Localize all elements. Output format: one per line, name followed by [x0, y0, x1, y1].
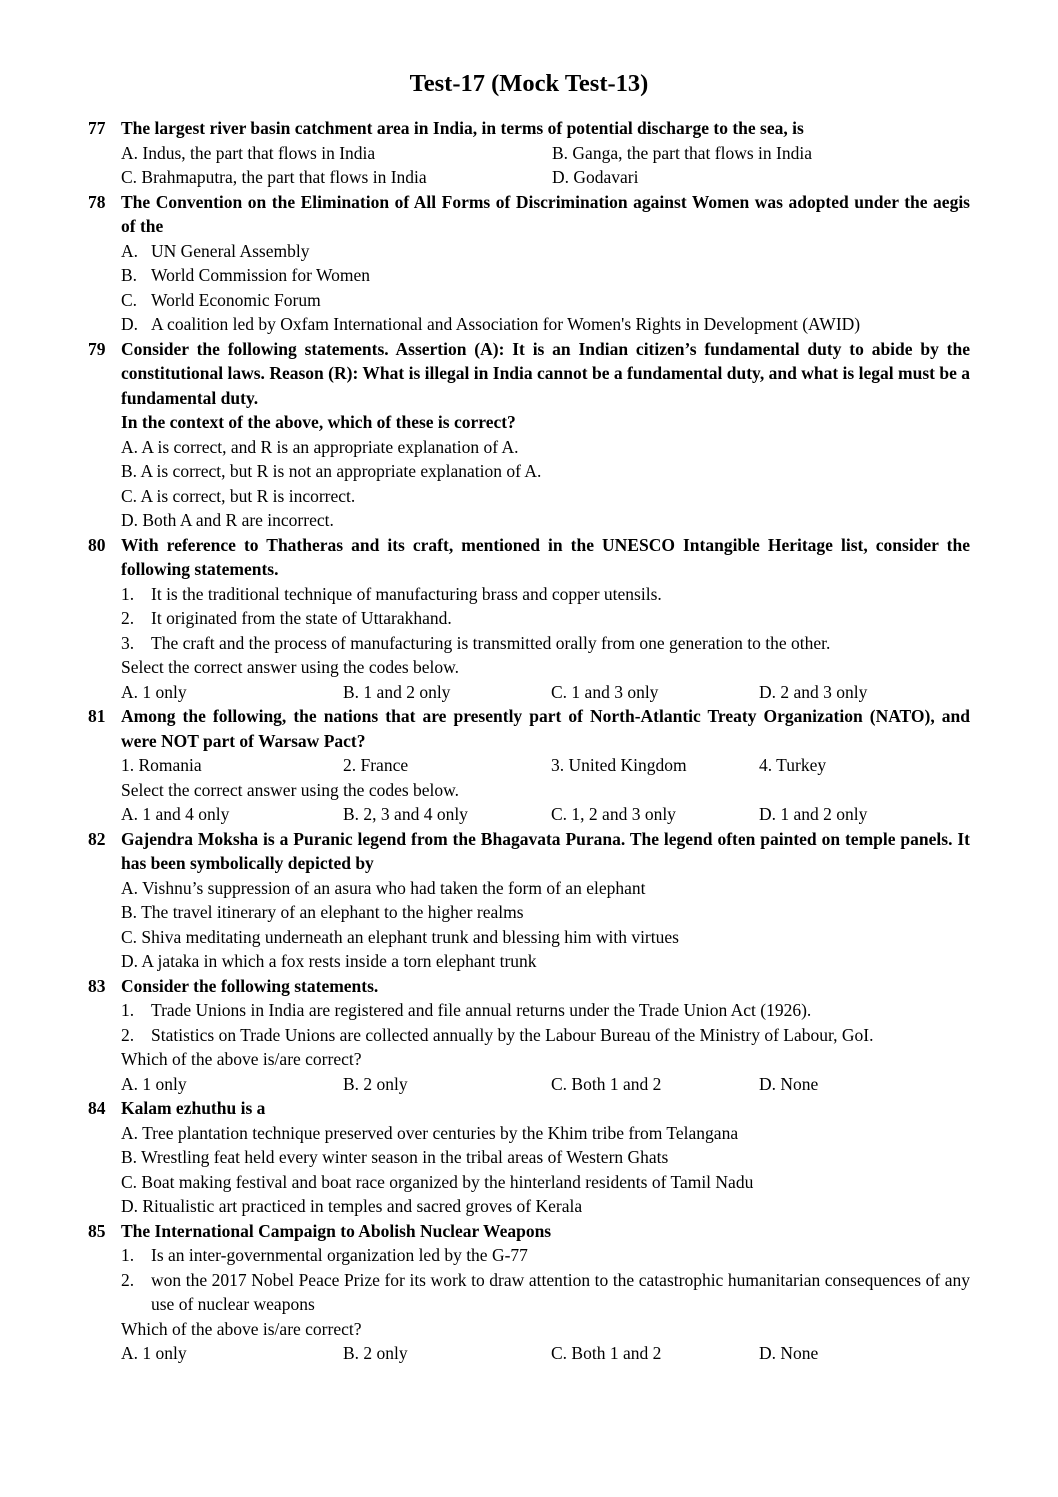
- option-label: A.: [121, 240, 139, 261]
- question-stem: The Convention on the Elimination of All Forms of Discrimination against Women was adopted under the aegis of the: [121, 191, 970, 236]
- statement-text: It originated from the state of Uttarakhand.: [151, 608, 452, 628]
- question-stem: The largest river basin catchment area in India, in terms of potential discharge to the sea, is: [121, 118, 804, 138]
- option-d: D. A jataka in which a fox rests inside a torn elephant trunk: [121, 951, 537, 971]
- statement-text: The craft and the process of manufacturing is transmitted orally from one generation to the other.: [151, 632, 831, 653]
- item-1: 1. Romania: [121, 755, 202, 775]
- question-83: [88, 974, 970, 1097]
- statement-2: [121, 606, 970, 631]
- option-d: D. None: [759, 1343, 819, 1363]
- option-b: B. 2, 3 and 4 only: [343, 804, 468, 824]
- statement-2: [121, 1268, 970, 1317]
- question-prompt: In the context of the above, which of these is correct?: [121, 412, 516, 432]
- statement-label: 2.: [121, 608, 135, 628]
- question-78: [88, 190, 970, 337]
- item-2: 2. France: [343, 755, 409, 775]
- statement-label: 1.: [121, 1245, 135, 1265]
- option-text: UN General Assembly: [151, 240, 310, 261]
- statement-text: Statistics on Trade Unions are collected annually by the Labour Bureau of the Ministry of Labour, GoI.: [151, 1024, 874, 1045]
- question-81: [88, 704, 970, 827]
- option-a: A. 1 only: [121, 681, 187, 702]
- question-number: 82: [88, 828, 106, 849]
- option-b: [121, 263, 970, 288]
- statement-text: Trade Unions in India are registered and file annual returns under the Trade Union Act (1926).: [151, 1000, 812, 1020]
- question-prompt: Which of the above is/are correct?: [121, 1318, 362, 1339]
- option-d: [121, 312, 970, 337]
- items-grid: [121, 753, 970, 778]
- option-c: [121, 288, 970, 313]
- question-84: [88, 1096, 970, 1219]
- statement-label: 1.: [121, 583, 135, 604]
- option-c: C. Both 1 and 2: [551, 1073, 662, 1094]
- question-number: 85: [88, 1220, 106, 1241]
- statement-label: 3.: [121, 632, 135, 653]
- options-grid: [121, 802, 970, 827]
- option-c: C. Shiva meditating underneath an elephant trunk and blessing him with virtues: [121, 926, 679, 947]
- option-a: A. Tree plantation technique preserved over centuries by the Khim tribe from Telangana: [121, 1122, 739, 1143]
- option-c: C. Brahmaputra, the part that flows in India: [121, 167, 427, 187]
- option-b: B. 2 only: [343, 1073, 408, 1094]
- question-82: [88, 827, 970, 974]
- question-77: [88, 116, 970, 190]
- option-c: C. 1, 2 and 3 only: [551, 804, 676, 824]
- option-c: C. 1 and 3 only: [551, 681, 659, 702]
- option-label: C.: [121, 289, 138, 310]
- question-stem: Consider the following statements. Assertion (A): It is an Indian citizen’s fundamental duty to abide by the constitutional laws. Reason (R): What is illegal in India cannot be a fundamental duty, and what is legal must be a fundamental duty.: [121, 338, 970, 408]
- question-prompt: Which of the above is/are correct?: [121, 1049, 362, 1069]
- document-page: [88, 66, 970, 1366]
- option-d: D. Ritualistic art practiced in temples and sacred groves of Kerala: [121, 1196, 583, 1216]
- question-number: 84: [88, 1098, 106, 1118]
- option-d: D. None: [759, 1073, 819, 1094]
- question-stem: The International Campaign to Abolish Nuclear Weapons: [121, 1220, 552, 1241]
- question-number: 79: [88, 338, 106, 359]
- option-a: A. Indus, the part that flows in India: [121, 142, 376, 163]
- item-3: 3. United Kingdom: [551, 755, 687, 775]
- option-c: C. Boat making festival and boat race organized by the hinterland residents of Tamil Nadu: [121, 1171, 754, 1192]
- question-number: 83: [88, 975, 106, 996]
- option-a: A. 1 only: [121, 1073, 187, 1094]
- option-text: World Economic Forum: [151, 289, 321, 310]
- statement-1: [121, 1243, 970, 1268]
- statement-2: [121, 1023, 970, 1048]
- question-prompt: Select the correct answer using the codes below.: [121, 779, 460, 800]
- options-grid: [121, 680, 970, 705]
- question-stem: Among the following, the nations that are presently part of North-Atlantic Treaty Organization (NATO), and were NOT part of Warsaw Pact?: [121, 706, 970, 751]
- question-79: [88, 337, 970, 533]
- statement-3: [121, 631, 970, 656]
- question-number: 80: [88, 534, 106, 555]
- statement-1: [121, 582, 970, 607]
- question-stem: Gajendra Moksha is a Puranic legend from the Bhagavata Purana. The legend often painted on temple panels. It has been symbolically depicted by: [121, 828, 970, 873]
- option-d: D. Godavari: [552, 167, 639, 187]
- option-a: [121, 239, 970, 264]
- option-d: D. Both A and R are incorrect.: [121, 510, 334, 530]
- option-b: B. 1 and 2 only: [343, 681, 451, 702]
- options-grid: [121, 1072, 970, 1097]
- options-grid: [121, 141, 970, 190]
- option-d: D. 2 and 3 only: [759, 681, 868, 702]
- question-number: 77: [88, 118, 106, 138]
- statement-label: 1.: [121, 1000, 135, 1020]
- option-a: A. A is correct, and R is an appropriate explanation of A.: [121, 436, 519, 457]
- option-text: World Commission for Women: [151, 265, 371, 285]
- statement-label: 2.: [121, 1269, 135, 1290]
- option-label: D.: [121, 314, 139, 334]
- question-stem: Kalam ezhuthu is a: [121, 1098, 266, 1118]
- option-b: B. The travel itinerary of an elephant to the higher realms: [121, 902, 524, 922]
- option-b: B. 2 only: [343, 1343, 408, 1363]
- question-prompt: Select the correct answer using the codes below.: [121, 657, 460, 677]
- statement-label: 2.: [121, 1024, 135, 1045]
- option-b: B. Ganga, the part that flows in India: [552, 142, 813, 163]
- option-a: A. 1 only: [121, 1343, 187, 1363]
- option-label: B.: [121, 265, 138, 285]
- question-80: [88, 533, 970, 705]
- option-c: C. A is correct, but R is incorrect.: [121, 485, 356, 506]
- statement-text: It is the traditional technique of manufacturing brass and copper utensils.: [151, 583, 662, 604]
- question-stem: Consider the following statements.: [121, 975, 379, 996]
- option-a: A. 1 and 4 only: [121, 804, 230, 824]
- option-b: B. A is correct, but R is not an appropriate explanation of A.: [121, 461, 542, 481]
- page-title: Test-17 (Mock Test-13): [409, 70, 649, 97]
- option-b: B. Wrestling feat held every winter season in the tribal areas of Western Ghats: [121, 1147, 669, 1167]
- option-c: C. Both 1 and 2: [551, 1343, 662, 1363]
- statement-text: won the 2017 Nobel Peace Prize for its work to draw attention to the catastrophic humanitarian consequences of any use of nuclear weapons: [151, 1269, 970, 1314]
- option-d: D. 1 and 2 only: [759, 804, 868, 824]
- question-number: 78: [88, 191, 106, 212]
- options-grid: [121, 1341, 970, 1366]
- question-stem: With reference to Thatheras and its craft, mentioned in the UNESCO Intangible Heritage list, consider the following statements.: [121, 534, 970, 579]
- statement-text: Is an inter-governmental organization led by the G-77: [151, 1245, 528, 1265]
- item-4: 4. Turkey: [759, 755, 827, 775]
- question-85: [88, 1219, 970, 1366]
- option-text: A coalition led by Oxfam International and Association for Women's Rights in Development (AWID): [151, 314, 861, 334]
- option-a: A. Vishnu’s suppression of an asura who had taken the form of an elephant: [121, 877, 646, 898]
- question-number: 81: [88, 706, 106, 726]
- statement-1: [121, 998, 970, 1023]
